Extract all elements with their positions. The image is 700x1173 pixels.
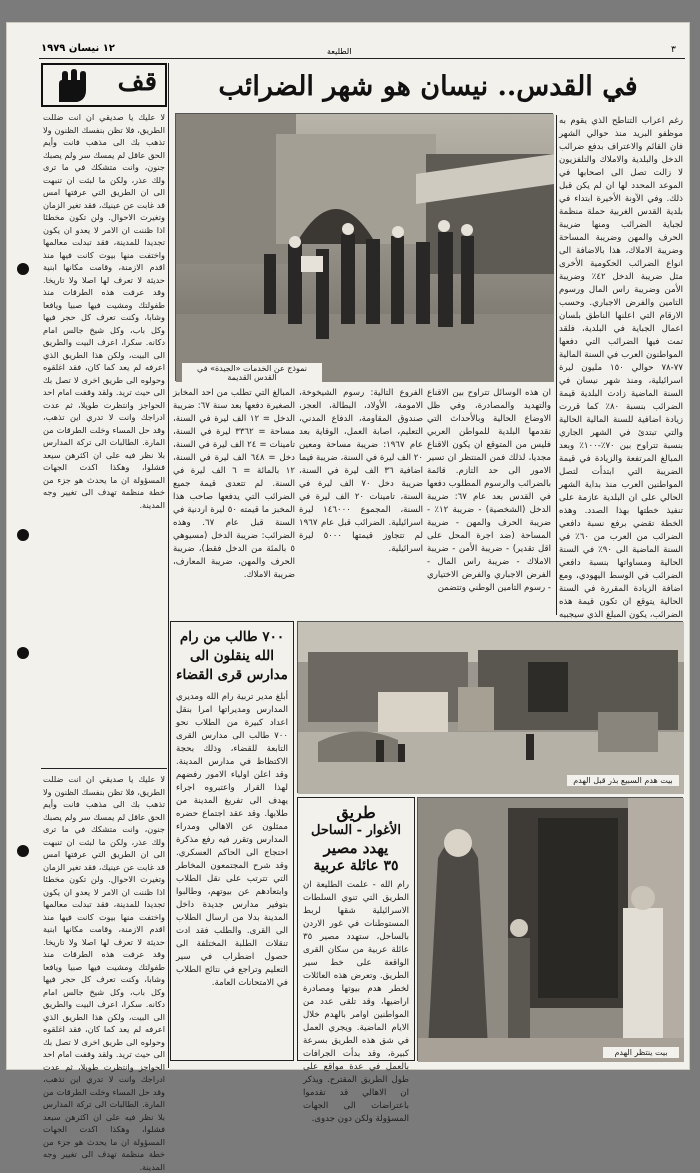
article-text-col1: رغم اعراب التناطح الذي يقوم به موظفو البريد منذ حوالي الشهر فان القائم والاعتراف بدفع ضرائب الدخل والبلدية والاملاك والتلفزيون لا زالت تصل الى اصحابها في الموعد المحدد لها ان لم يكن قبل ذلك. وفي الآونة الأخيرة ابتداء في بلدية القدس الغربية حملة منظمة لجباية الضرائب ومنها ضريبة الحرف والمهن وضريبة المساحة وضريبة الاملاك، هذا بالاضافة الى انواع الضرائب الحكومية الأخرى مثل ضريبة الدخل ٤٢٪ وضريبة الأمن وضريبة راس المال ورسوم التامين والفرض الاجباري. وحسب الارقام التي اعلنها الناطق بلسان اعمال الجباية في البلدية، فلقد تمت فيها الضرائب التي دفعها المواطنون العرب في السنة المالية ٧٧-٧٨ حوالي ١٥٠ مليون ليرة اسرائيلية، ومنذ شهر نيسان في السنة الماضية زادت البلدية قيمة الضرائب بنسبة ٨٠٪ كما قررت زيادة اضافية للسنة المالية الحالية والتي تبتدئ في الشهر الجاري بنسبة تتراوح بين ٧٠٪-١٠٠٪ وبعد المبالغ المرتفعة والزيادة في قيمة الضريبة التي ابتدأت لتصل المواطنين العرب منذ بداية الشهر الحالي على ان البلدية عازمة على تنفيذ خطتها بهذا الصدد. وهذه الخطة تقضي برفع نسبة دافعي الضرائب من العرب من ٦٠٪ في السنة الماضية الى ٩٠٪ في السنة الحالية ومساواتها بنسبة دافعي الضرائب في الوسط اليهودي، ومع اضافة الزيادة المقررة في السنة الحالية يتوقع ان تكون قيمة هذه الضرائب، يكون المبلغ الذي سيجبيه xyxy=(559,116,684,620)
road-article-box xyxy=(297,797,415,1124)
house-photo-caption: بيت هدم السبيع بذر قبل الهدم xyxy=(567,775,679,786)
road-headline-line3: يهدد مصير xyxy=(323,839,389,857)
qif-logo-box xyxy=(41,63,167,107)
photo-caption: نموذج عن الخدمات «الجيدة» في القدس القديمة xyxy=(182,363,322,383)
column-rule xyxy=(168,63,169,1068)
students-column-text: لا عليك يا صديقي ان انت ضللت الطريق، فلا تظن بنفسك الظنون ولا تذهب بك الى مذهب فانت وأيم الحق عاقل لم يمسك سر ولم يصبك جنون، وانت متشكك في ما ترى ولك عذر، ولكن ما لبثت ان تنبهت الى ان الطريق التي عرفتها امس قد غابت عن عينيك، فقد تغير الزمان وتغيرت الاحوال. ولن تكون مخطئا اذا ظننت ان الامر لا يعدو ان يكون تجديدا للمدينة، فقد تبدلت معالمها واختفت منها بيوت كانت فيها منذ اقدم الازمنة، وقامت مكانها ابنية حديثة لا تعرف لها اصلا ولا تاريخا. وقد عرفت هذه الطرقات منذ طفولتك ومشيت فيها صبيا ويافعا وشابا، وكنت تعرف كل حجر فيها وكل باب، وكل شيخ جالس امام دكانه. سكرا، اعرف البيت والطريق الى البيت، ولكن هذا الطريق الذي اعرفه لم يعد كما كان، فقد اغلقوه وحولوه الى طريق اخرى لا تصل بك الى حيث تريد. ولقد وقفت امام احد الحواجز وانتظرت طويلا، ثم عدت ادراجك وانت لا تدري اين تذهب، وقد حل المساء وخلت الطرقات من المارة. الطالبات الى تركة المدارس بلا نظر فيه على ان اكثرهن سيعد فشلوا، وهكذا اكدت الجهات المسؤولة ان ما يحدث هو جزء من خطة منظمة تهدف الى تغيير وجه المدينة. xyxy=(43,774,165,1172)
article-text-col4: المبالغ التي تطلب من احد المخابز الصغيرة دفعها بعد سنة ٦٧: ضريبة الدخل = ١٢ الف ليرة في السنة، مساحة = ٣٣٦٢ ليرة في السنة، تامينات = ٢٤ الف ليرة في السنة، دخل = ٦٤٨ الف ليرة في السنة، ١٢ بالمائة = ٦ الف ليرة في السنة. لم تتعدى قيمة جميع الضرائب التي يدفعها صاحب هذا المخبز ما قيمته ٥٠ ليرة اردنية في السنة قبل عام ٦٧. وهذه الضرائب: ضريبة الدخل (مسيوهي ٥ بالمئة من الدخل فقط)، ضريبة الحرف والمهن، ضريبة المعارف، ضريبة الاملاك. xyxy=(173,388,296,580)
article-text-col3: الفروع التالية: رسوم الشيخوخة، الامومة، الأولاد، البطالة، العجز، صندوق المقاومة، الدفاع المدني، التعليم، اصابة العمل، الوقاية بعد عام ١٩٦٧: ضريبة مساحة ومعين ٢٠ الف ليرة في السنة، ضريبة فيما اضافية ٣٦ الف ليرة في السنة، ضريبة دخل ٧٠ الف ليرة في السنة، تامينات ٢٠ الف ليرة في السنة، المجموع ١٤٦٠٠٠ ليرة اسرائيلية. الضرائب قبل عام ١٩٦٧ لم تتجاوز قيمتها ٥٠٠٠ ليرة اسرائيلية. xyxy=(299,388,424,554)
header-rule xyxy=(39,58,685,59)
raised-hand-icon xyxy=(49,68,95,104)
qif-logo-text: قف xyxy=(117,67,157,97)
binder-hole xyxy=(17,263,29,275)
students-headline: ٧٠٠ طالب من رام الله ينقلون الى مدارس قرى القضاء xyxy=(176,629,288,683)
family-photo xyxy=(417,797,683,1061)
road-headline-line2: الأغوار - الساحل xyxy=(311,823,401,838)
main-headline: في القدس.. نيسان هو شهر الضرائب xyxy=(218,71,638,102)
old-city-photo xyxy=(175,113,553,381)
article-text-col2: ان هذه الوسائل تتراوح بين الاقناع والتهديد والمصادرة، وفي ظل الاوضاع الحالية وبالأحداث التي تقدمها البلدية للمواطن العربي فليس من المتوقع ان يكون الاقناع مجديا، لذلك فمن المنتظر ان تسير الامور الى حد التازم. قائمة بالضرائب والرسوم المطلوب دفعها في القدس بعد عام ٦٧: ضريبة الدخل (الشخصية) - ضريبة ١٢٪ - ضريبة الحرف والمهن - ضريبة المساحة (ضد اجرة المحل على اقل تقدير) - ضريبة الأمن - ضريبة الاملاك - ضريبة راس المال - الفرض الاجباري والفرض الاختياري - رسوم التامين الوطني وتتضمن xyxy=(427,388,551,593)
newspaper-page xyxy=(6,22,690,1172)
qif-column-text: لا عليك يا صديقي ان انت ضللت الطريق، فلا تظن بنفسك الظنون ولا تذهب بك الى مذهب فانت وأيم الحق عاقل لم يمسك سر ولم يصبك جنون، وانت متشكك في ما ترى ولك عذر، ولكن ما لبثت ان تنبهت الى ان الطريق التي عرفتها امس قد غابت عن عينيك، فقد تغير الزمان وتغيرت الاحوال. ولن تكون مخطئا اذا ظننت ان الامر لا يعدو ان يكون تجديدا للمدينة، فقد تبدلت معالمها واختفت منها بيوت كانت فيها منذ اقدم الازمنة، وقامت مكانها ابنية حديثة لا تعرف لها اصلا ولا تاريخا. وقد عرفت هذه الطرقات منذ طفولتك ومشيت فيها صبيا ويافعا وشابا، وكنت تعرف كل حجر فيها وكل باب، وكل شيخ جالس امام دكانه. سكرا، اعرف البيت والطريق الى البيت، ولكن هذا الطريق الذي اعرفه لم يعد كما كان، فقد اغلقوه وحولوه الى طريق اخرى لا تصل بك الى حيث تريد. ولقد وقفت امام احد الحواجز وانتظرت طويلا، ثم عدت ادراجك وانت لا تدري اين تذهب، وقد حل المساء وخلت الطرقات من المارة. الطالبات الى تركة المدارس بلا نظر فيه على ان اكثرهن سيعد فشلوا، وهكذا اكدت الجهات المسؤولة ان ما يحدث هو جزء من خطة منظمة تهدف الى تغيير وجه المدينة. xyxy=(43,112,165,510)
family-photo-caption: بيت ينتظر الهدم xyxy=(603,1047,679,1058)
road-headline-line4: ٣٥ عائلة عربية xyxy=(313,858,399,874)
road-article-text: رام الله - علمت الطليعة ان الطريق التي تنوي السلطات الاسرائيلية شقها لربط المستوطنات في غور الاردن بالساحل، ستهدد مصير ٣٥ عائلة عربية من سكان القرى الواقعة على خط سير الطريق. وتعرض هذه العائلات لخطر هدم بيوتها ومصادرة اراضيها، وقد تلقى عدد من المواطنين اوامر بالهدم خلال الايام الماضية. ويجري العمل في شق هذه الطريق بسرعة كبيرة، وقد بدأت الجرافات بالعمل في عدة مواقع على طول الطريق المقترح. ويذكر ان الاهالي قد تقدموا باعتراضات الى الجهات المسؤولة ولكن دون جدوى. xyxy=(303,880,409,1124)
road-headline-line1: طريق xyxy=(336,803,376,822)
section-name: الطليعة xyxy=(327,47,352,56)
column-rule xyxy=(556,115,557,615)
binder-hole xyxy=(17,647,29,659)
binder-hole xyxy=(17,529,29,541)
binder-hole xyxy=(17,845,29,857)
issue-date: ١٢ نيسان ١٩٧٩ xyxy=(41,43,115,54)
road-headline xyxy=(298,798,414,875)
column-rule xyxy=(41,768,167,769)
page-number: ٣ xyxy=(671,45,676,55)
students-article-text: أبلغ مدير تربية رام الله ومديري المدارس ومديراتها امرا بنقل اعداد كبيرة من الطلاب نحو ٧٠٠ طالب الى مدارس القرى التابعة للقضاء، وذلك بحجة الاكتظاظ في مدارس المدينة. وقد اعلن اولياء الامور رفضهم لهذا القرار واعتبروه اجراء يهدف الى تفريغ المدينة من طلابها. وقد عقد اجتماع حضره ممثلون عن الاهالي ومدراء المدارس وتقرر فيه رفع مذكرة احتجاج الى الحاكم العسكري. وقد شرح المجتمعون المخاطر التي تترتب على نقل الطلاب وابتعادهم عن بيوتهم، وطالبوا بتوفير مدارس جديدة داخل المدينة بدلا من ارسال الطلاب الى القرى. والطلب فقد ادت تنقلات الطلبة المختلفة الى حصول اضطراب في سير التعليم وتراجع في نتائج الطلاب في الامتحانات العامة. xyxy=(176,692,288,988)
house-photo xyxy=(297,621,683,793)
students-article-box xyxy=(170,621,294,1061)
